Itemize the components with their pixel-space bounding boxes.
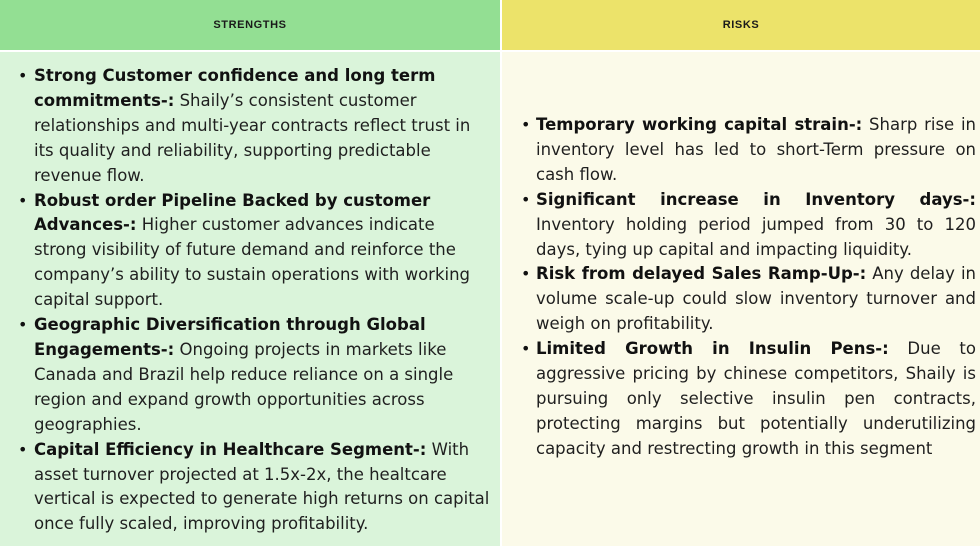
risks-body — [502, 52, 980, 546]
bullet-icon: • — [18, 66, 28, 85]
strength-item-text: Ongoing projects in markets like Canada and Brazil help reduce reliance on a single region and expand growth opportunities across geographies. — [34, 339, 454, 434]
bullet-icon: • — [18, 439, 28, 459]
strength-item-text: With asset turnover projected at 1.5x-2x, the healtcare vertical is expected to generate high returns on capital once fully scaled, improving profitability. — [34, 439, 490, 534]
risk-item-label: Limited Growth in Insulin Pens-: — [536, 339, 889, 359]
strength-item-text: Shaily’s consistent customer relationships and multi-year contracts reflect trust in its quality and reliability, supporting predictable revenue flow. — [34, 90, 471, 185]
strength-item-label: Geographic Diversification through Global Engagements-: — [34, 315, 426, 359]
risk-item-label: Significant increase in Inventory days-: — [536, 189, 976, 209]
bullet-icon: • — [521, 264, 531, 284]
risk-item-label: Temporary working capital strain-: — [536, 115, 863, 134]
strength-item — [0, 189, 496, 314]
strength-item-label: Robust order Pipeline Backed by customer Advances-: — [34, 190, 431, 235]
risk-item-label: Risk from delayed Sales Ramp-Up-: — [536, 264, 867, 284]
strength-item-text: Higher customer advances indicate strong visibility of future demand and reinforce the company’s ability to sustain operations with working capital support. — [34, 215, 471, 310]
strengths-header: STRENGTHS — [0, 0, 500, 50]
strength-item — [0, 313, 496, 438]
risk-item-text: Inventory holding period jumped from 30 to 120 days, tying up capital and impacting liquidity. — [536, 214, 976, 259]
header-divider — [0, 50, 980, 52]
risk-item-text: Due to aggressive pricing by chinese competitors, Shaily is pursuing only selective insulin pen contracts, protecting margins but potentially underutilizing capacity and restrecting growth in this segment — [536, 339, 976, 458]
risk-item — [502, 262, 980, 337]
strength-item — [0, 438, 496, 538]
risk-item — [502, 113, 980, 188]
risk-item — [502, 337, 980, 462]
bullet-icon: • — [521, 115, 531, 134]
risks-header: RISKS — [502, 0, 980, 50]
risks-column — [502, 0, 980, 546]
strength-item-label: Strong Customer confidence and long term commitments-: — [34, 66, 436, 110]
risk-item-text: Sharp rise in inventory level has led to short-Term pressure on cash flow. — [536, 115, 976, 184]
strength-item-label: Capital Efficiency in Healthcare Segment-: — [34, 439, 427, 459]
strengths-body — [0, 52, 500, 546]
bullet-icon: • — [521, 189, 531, 209]
bullet-icon: • — [18, 190, 28, 210]
risks-list — [502, 113, 980, 462]
strengths-list — [0, 64, 496, 537]
bullet-icon: • — [521, 339, 531, 359]
bullet-icon: • — [18, 315, 28, 335]
risk-item — [502, 188, 980, 263]
column-divider — [500, 0, 502, 546]
risk-item-text: Any delay in volume scale-up could slow inventory turnover and weigh on profitability. — [536, 264, 976, 334]
strength-item — [0, 64, 496, 189]
